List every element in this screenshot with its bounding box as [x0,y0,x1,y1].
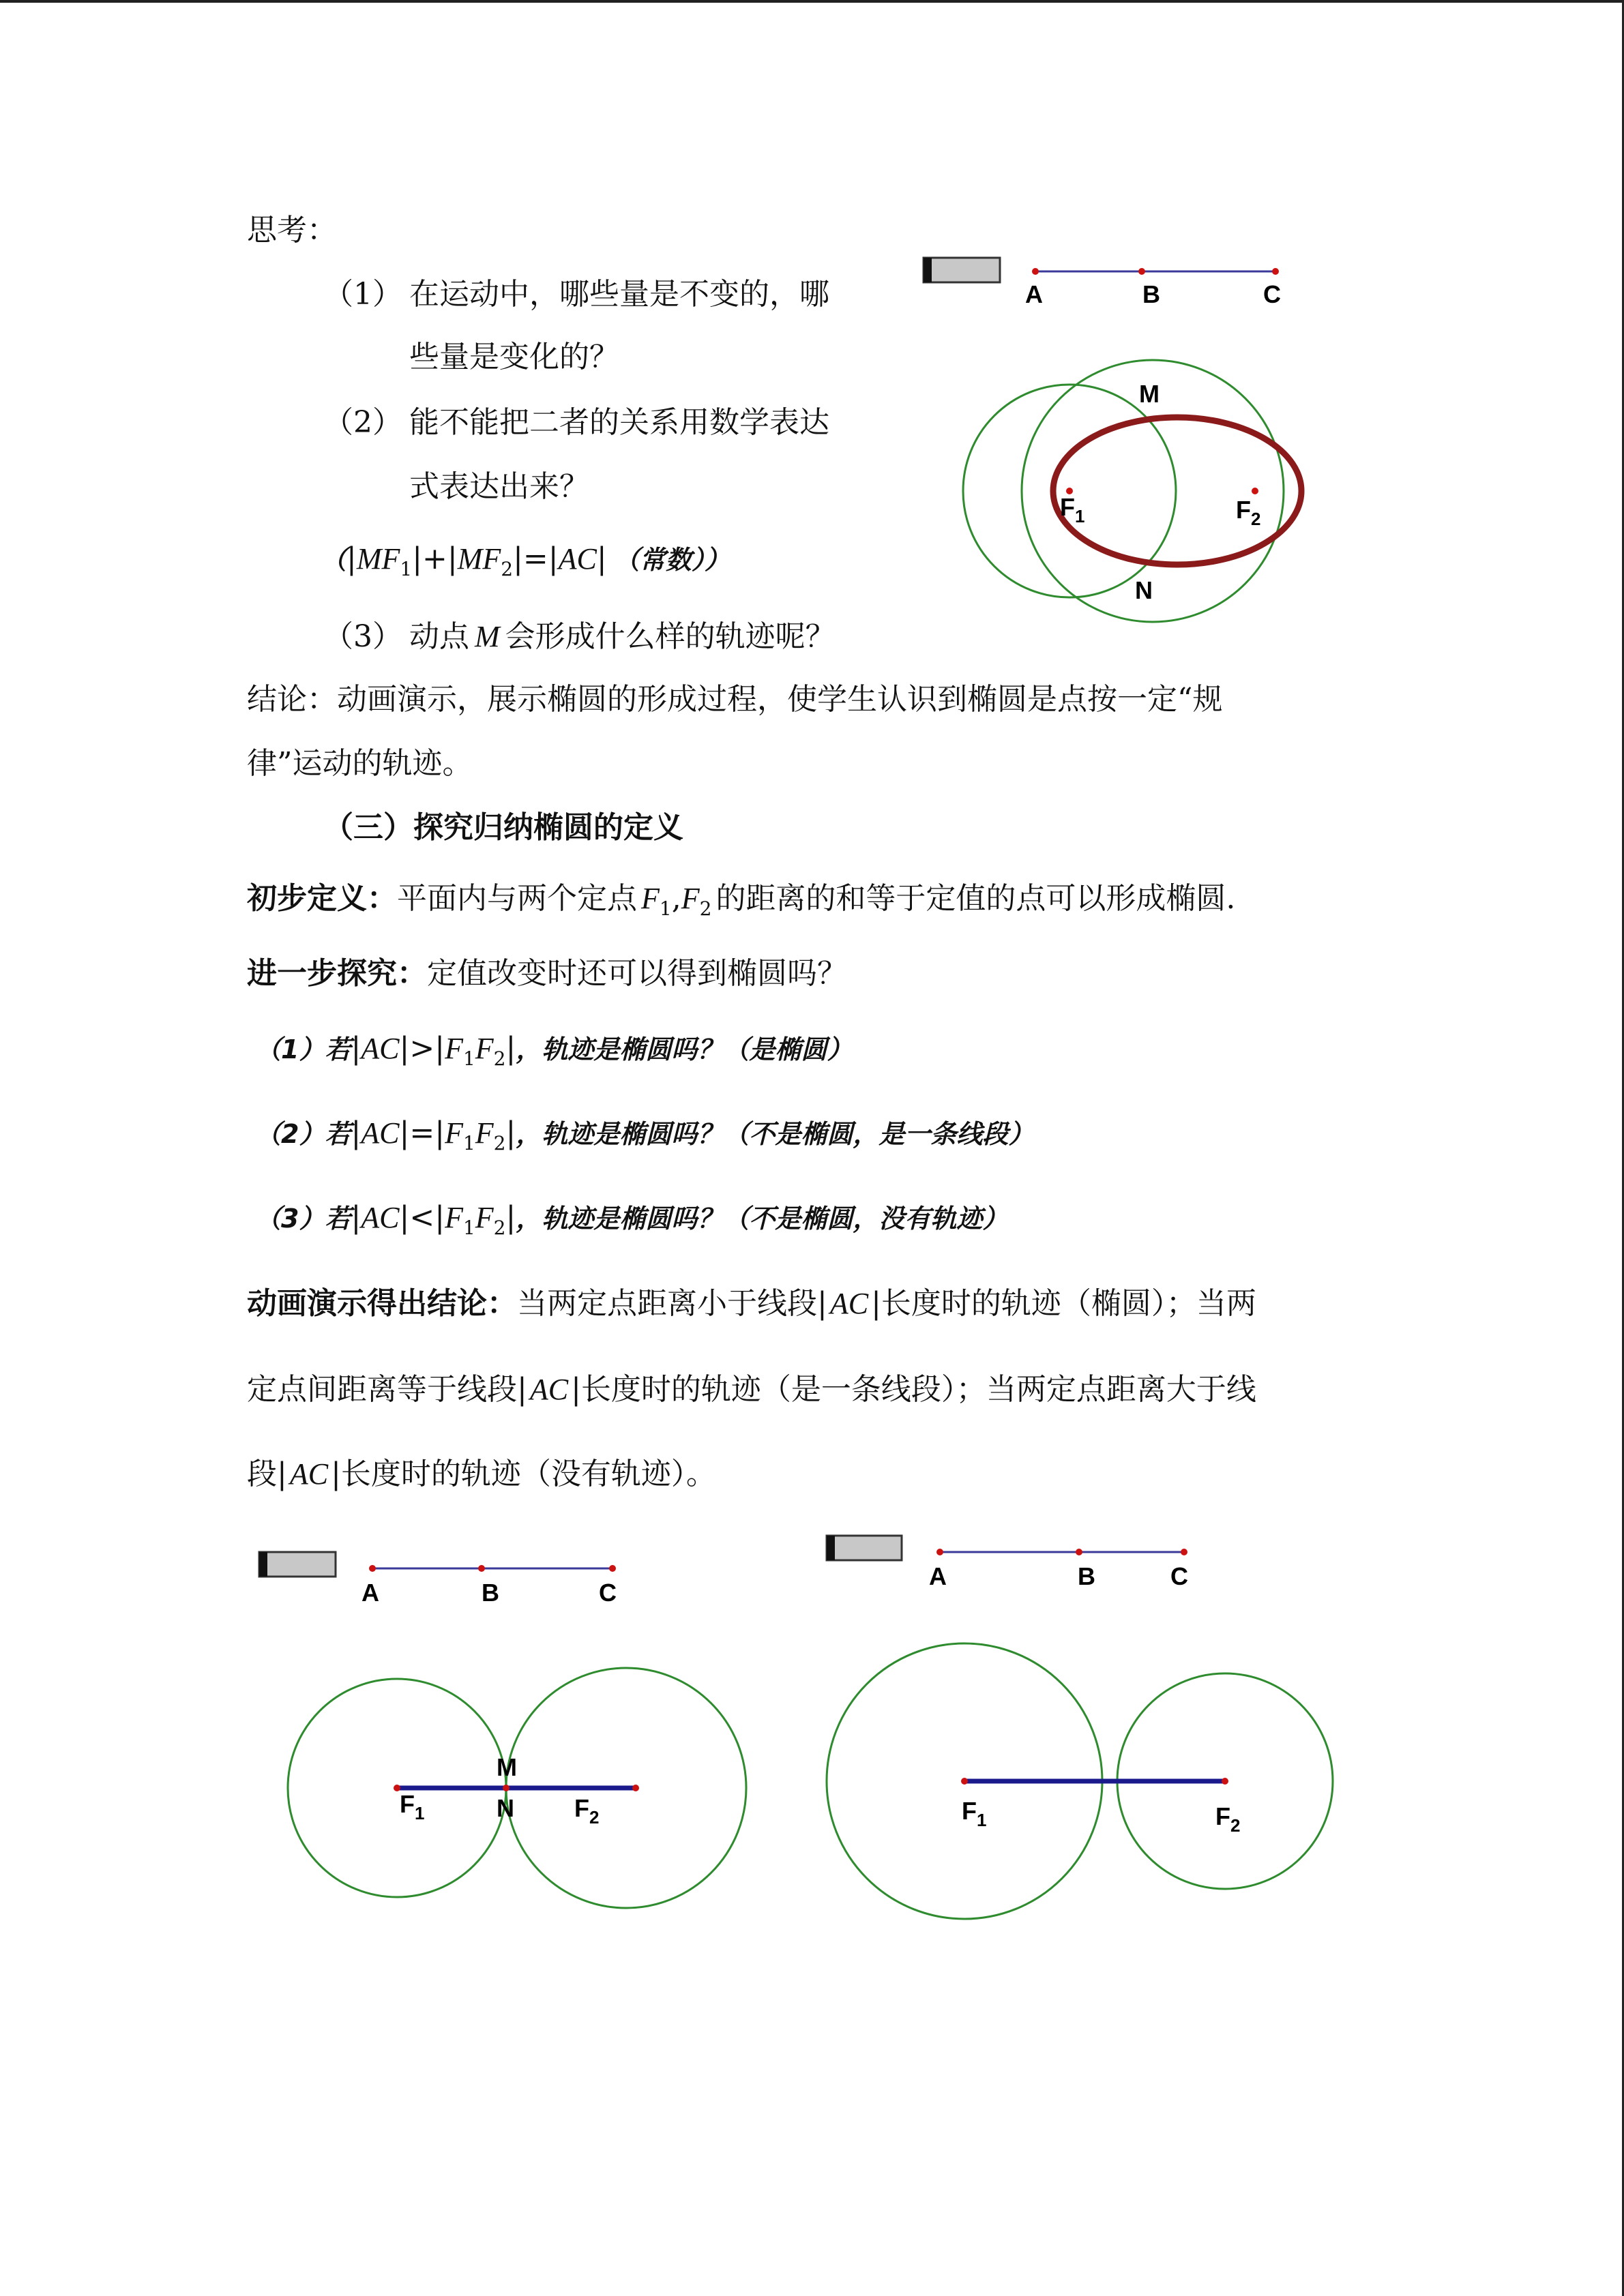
case-1: （1）若$|AC|>|F_1F_2|$，轨迹是椭圆吗？（是椭圆） [255,1031,853,1070]
point-f1-3[interactable] [961,1778,968,1785]
case-3: （3）若$|AC|<|F_1F_2|$，轨迹是椭圆吗？（不是椭圆，没有轨迹） [255,1200,1009,1239]
question-1-number: （1） [323,277,402,312]
point-mn[interactable] [503,1785,510,1791]
label-a: A [1025,280,1043,308]
animation-conclusion-line-3: 段|AC|长度时的轨迹（没有轨迹）。 [247,1457,716,1491]
label-b-2: B [482,1579,499,1607]
figure-segment-case [252,1544,784,1926]
ellipse-locus [1053,417,1301,565]
animation-button-3[interactable] [827,1536,902,1560]
label-m: M [1139,380,1160,408]
label-c-3: C [1170,1562,1188,1590]
animation-button[interactable] [924,258,1000,282]
label-f2-2: $F_2$ [574,1794,600,1828]
point-a-2[interactable] [369,1565,376,1572]
question-2-line-2: 式表达出来？ [409,469,589,504]
figure-no-locus-case [818,1527,1350,1937]
point-c-3[interactable] [1181,1549,1187,1555]
label-a-2: A [361,1579,379,1607]
label-n-2: N [497,1794,514,1822]
point-f2-3[interactable] [1222,1778,1228,1785]
animation-button-handle[interactable] [924,258,932,282]
point-b-2[interactable] [478,1565,485,1572]
label-f1: $F_1$ [1060,493,1085,526]
label-f2-3: $F_2$ [1215,1802,1241,1836]
animation-button-2[interactable] [259,1552,336,1577]
question-1-line-2: 些量是变化的？ [409,340,619,374]
animation-conclusion-line-2: 定点间距离等于线段|AC|长度时的轨迹（是一条线段）；当两定点距离大于线 [247,1372,1256,1407]
point-a-3[interactable] [936,1549,943,1555]
label-f1-2: $F_1$ [400,1790,425,1823]
point-c[interactable] [1272,268,1279,275]
label-f2: $F_2$ [1236,496,1261,529]
question-1-line-1: 在运动中，哪些量是不变的，哪 [409,277,829,312]
label-m-2: M [497,1753,517,1781]
label-a-3: A [929,1562,947,1590]
preliminary-definition: 初步定义：平面内与两个定点 $F_1,F_2$ 的距离的和等于定值的点可以形成椭圆. [247,881,1236,920]
question-3-text: 动点 M 会形成什么样的轨迹呢？ [409,619,836,654]
label-f1-3: $F_1$ [962,1797,987,1830]
label-c-2: C [599,1579,617,1607]
figure-ellipse [914,248,1405,630]
point-c-2[interactable] [609,1565,616,1572]
animation-button-2-handle[interactable] [259,1552,267,1577]
conclusion-line-1: 结论：动画演示，展示椭圆的形成过程，使学生认识到椭圆是点按一定“规 [247,682,1223,717]
point-f2[interactable] [1252,488,1258,494]
label-c: C [1263,280,1281,308]
section-3-title: （三）探究归纳椭圆的定义 [323,810,683,845]
point-b[interactable] [1138,268,1145,275]
label-b-3: B [1078,1562,1095,1590]
animation-button-3-handle[interactable] [827,1536,835,1560]
point-f2-2[interactable] [632,1785,639,1791]
case-2: （2）若$|AC|=|F_1F_2|$，轨迹是椭圆吗？（不是椭圆，是一条线段） [255,1116,1035,1154]
thinking-heading: 思考： [247,213,337,248]
question-3-number: （3） [323,619,402,654]
question-2-line-1: 能不能把二者的关系用数学表达 [409,405,829,440]
question-2-number: （2） [323,405,402,440]
conclusion-line-2: 律”运动的轨迹。 [247,746,473,781]
label-n: N [1135,576,1153,604]
point-b-3[interactable] [1076,1549,1082,1555]
point-a[interactable] [1032,268,1039,275]
animation-conclusion-line-1: 动画演示得出结论：当两定点距离小于线段|AC|长度时的轨迹（椭圆）；当两 [247,1286,1256,1321]
label-b: B [1142,280,1160,308]
sum-formula: （$|MF_1|+|MF_2|=|AC|$ （常数）） [321,541,730,580]
further-exploration: 进一步探究：定值改变时还可以得到椭圆吗？ [247,956,847,991]
